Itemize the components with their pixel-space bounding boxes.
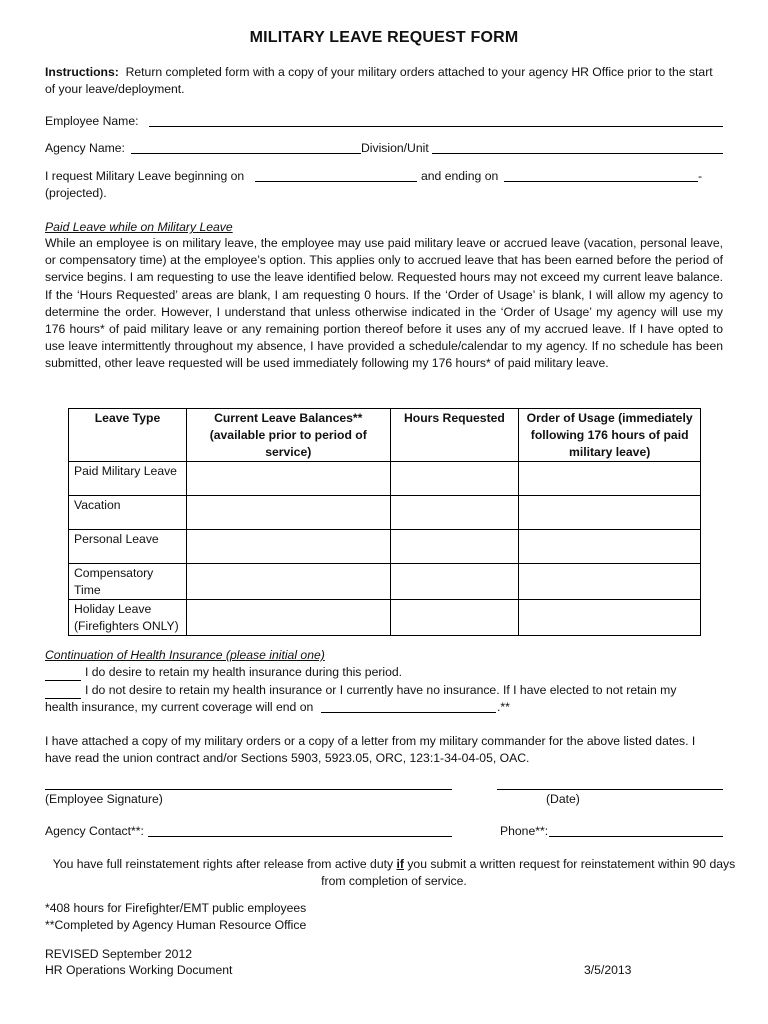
employee-name-field[interactable]: [149, 126, 723, 127]
cell-balance[interactable]: [186, 462, 390, 496]
reinstatement-emphasis: if: [396, 857, 404, 871]
request-begin-label: I request Military Leave beginning on: [45, 169, 245, 183]
table-row: [69, 462, 701, 496]
projected-text: (projected).: [45, 186, 107, 200]
table-row: [69, 564, 701, 600]
cell-order[interactable]: [519, 462, 701, 496]
instructions: [45, 64, 723, 98]
phone-field[interactable]: [549, 836, 723, 837]
health-option-retain-text: I do desire to retain my health insurance during this period.: [85, 665, 403, 679]
footer-document: HR Operations Working Document: [45, 963, 233, 977]
cell-balance[interactable]: [186, 530, 390, 564]
date-label: (Date): [546, 792, 580, 806]
row-label-personal-leave: Personal Leave: [69, 530, 187, 564]
header-leave-type: Leave Type: [69, 409, 187, 462]
reinstatement-text-before: You have full reinstatement rights after release from active duty: [52, 857, 397, 871]
footer-date: 3/5/2013: [584, 963, 632, 977]
leave-table: [68, 408, 701, 636]
reinstatement-text-after: you submit a written request for reinstatement within 90 days from completion of service.: [321, 857, 736, 888]
dash-text: -: [698, 169, 703, 183]
cell-balance[interactable]: [186, 496, 390, 530]
instructions-text: Return completed form with a copy of your military orders attached to your agency HR Office prior to the start of your leave/deployment.: [45, 65, 713, 97]
cell-hours[interactable]: [390, 600, 519, 636]
coverage-end-date-field[interactable]: [321, 712, 496, 713]
employee-name-label: Employee Name:: [45, 114, 139, 128]
begin-date-field[interactable]: [255, 181, 417, 182]
health-insurance-heading: Continuation of Health Insurance (please initial one): [45, 648, 325, 662]
health-coverage-end-label: health insurance, my current coverage will end on: [45, 700, 314, 714]
cell-hours[interactable]: [390, 564, 519, 600]
cell-balance[interactable]: [186, 564, 390, 600]
cell-hours[interactable]: [390, 530, 519, 564]
health-option-not-retain-text: I do not desire to retain my health insurance or I currently have no insurance. If I have elected to not retain my: [85, 683, 677, 697]
agency-name-label: Agency Name:: [45, 141, 125, 155]
reinstatement-notice: [52, 856, 736, 890]
health-option-retain: [45, 663, 402, 681]
date-field[interactable]: [497, 789, 723, 790]
header-order-of-usage: Order of Usage (immediately following 176 hours of paid military leave): [519, 409, 701, 462]
footer-revised: REVISED September 2012: [45, 947, 193, 961]
row-label-paid-military-leave: Paid Military Leave: [69, 462, 187, 496]
initial-field-retain[interactable]: [45, 667, 81, 681]
row-label-holiday-leave: Holiday Leave (Firefighters ONLY): [69, 600, 187, 636]
paid-leave-body: While an employee is on military leave, the employee may use paid military leave or accrued leave (vacation, personal leave, or compensatory time) at the employee’s option. This applies only to accrued leave that has been earned before the period of service begins. I am requesting to use the leave identified below. Requested hours may not exceed my current leave balance. If the ‘Hours Requested’ areas are blank, I am requesting 0 hours. If the ‘Order of Usage’ is blank, I will allow my agency to determine the order. However, I understand that unless otherwise indicated in the ‘Order of Usage’ my agency will use my 176 hours* of paid military leave or any remaining portion thereof before it uses any of my accrued leave. If I have opted to use leave intermittently throughout my absence, I have provided a schedule/calendar to my agency. If no schedule has been submitted, other leave requested will be used immediately following my 176 hours* of paid military leave.: [45, 236, 723, 371]
initial-field-not-retain[interactable]: [45, 685, 81, 699]
cell-balance[interactable]: [186, 600, 390, 636]
table-row: [69, 496, 701, 530]
paid-leave-heading: Paid Leave while on Military Leave: [45, 220, 233, 234]
agency-contact-field[interactable]: [148, 836, 452, 837]
agency-name-field[interactable]: [131, 153, 361, 154]
cell-hours[interactable]: [390, 462, 519, 496]
form-title: MILITARY LEAVE REQUEST FORM: [249, 29, 519, 46]
health-option-not-retain: [45, 681, 676, 699]
row-label-compensatory-time: Compensatory Time: [69, 564, 187, 600]
division-unit-field[interactable]: [432, 153, 723, 154]
leave-table-header-row: [69, 409, 701, 462]
header-hours-requested: Hours Requested: [390, 409, 519, 462]
attached-statement: I have attached a copy of my military orders or a copy of a letter from my military commander for the above listed dates. I have read the union contract and/or Sections 5903, 5923.05, ORC, 123:1-34-04-05, OAC.: [45, 734, 696, 766]
row-label-vacation: Vacation: [69, 496, 187, 530]
cell-order[interactable]: [519, 530, 701, 564]
footnote-firefighter: *408 hours for Firefighter/EMT public employees: [45, 901, 307, 915]
cell-hours[interactable]: [390, 496, 519, 530]
division-unit-label: Division/Unit: [361, 141, 429, 155]
cell-order[interactable]: [519, 564, 701, 600]
table-row: [69, 530, 701, 564]
end-date-field[interactable]: [504, 181, 698, 182]
header-current-balances: Current Leave Balances** (available prior to period of service): [186, 409, 390, 462]
instructions-label: Instructions:: [45, 65, 119, 79]
phone-label: Phone**:: [500, 824, 549, 838]
footnote-hr-office: **Completed by Agency Human Resource Office: [45, 918, 307, 932]
table-row: [69, 600, 701, 636]
cell-order[interactable]: [519, 600, 701, 636]
cell-order[interactable]: [519, 496, 701, 530]
and-ending-label: and ending on: [421, 169, 499, 183]
coverage-end-suffix: .**: [497, 700, 510, 714]
employee-signature-label: (Employee Signature): [45, 792, 163, 806]
agency-contact-label: Agency Contact**:: [45, 824, 144, 838]
